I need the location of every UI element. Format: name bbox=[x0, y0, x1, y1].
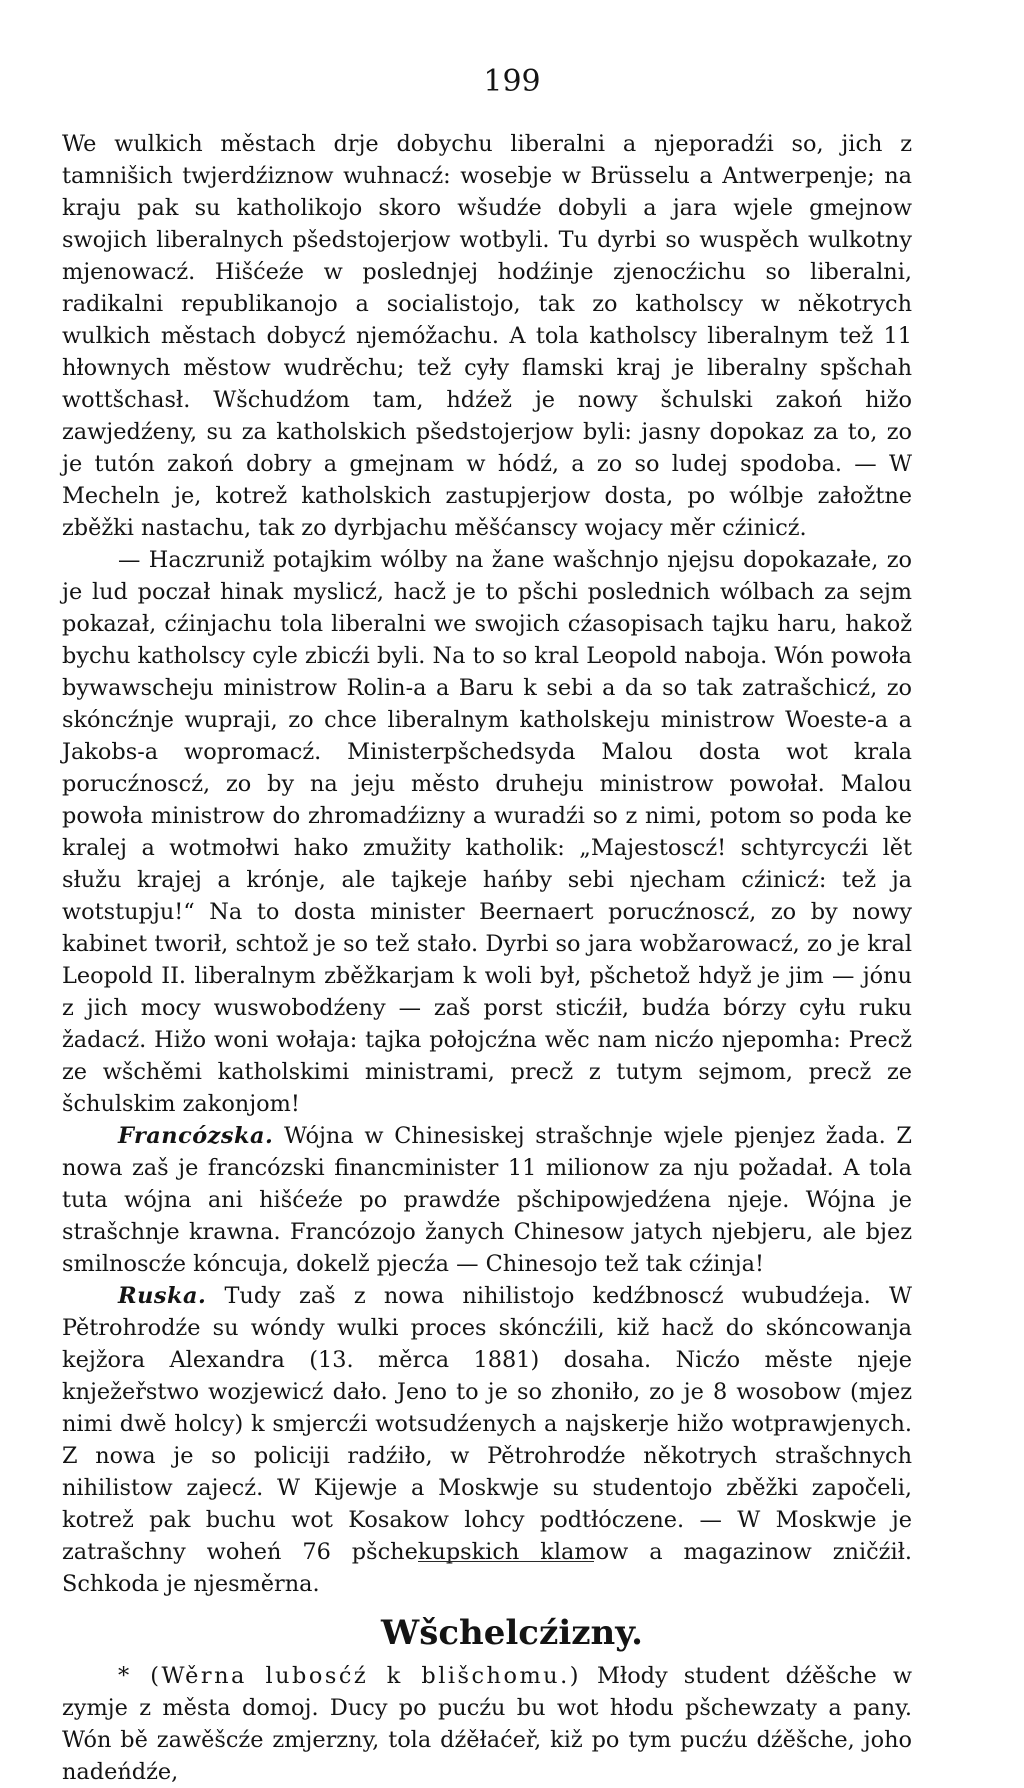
paragraph-france bbox=[62, 1120, 912, 1280]
paragraph-neighbor-love-text: Młody student dźěšche w zymje z města domoj. Ducy po pucźu bu wot hłodu pšchewzaty a pany. Wón bě zawěšcźe zmjerzny, tola dźěłaćeř, kiž po tym pucźu dźěšche, joho nadeńdźe, bbox=[62, 1663, 912, 1785]
paragraph-russia-text: Tudy zaš z nowa nihilistojo kedźbnoscź wubudźeja. W Pětrohrodźe su wóndy wulki proces skóncźili, kiž hacž do skóncowanja kejžora Alexandra (13. měrca 1881) dosaha. Nicźo měste njeje knježeřstwo wozjewicź dało. Jeno to je so zhoniło, zo je 8 wosobow (mjez nimi dwě holcy) k smjercźi wotsudźenych a najskerje hižo wotprawjenych. Z nowa je so policiji radźiło, w Pětrohrodźe někotrych strašchnych nihilistow zajecź. W Kijewje a Moskwje su studentojo zběžki započeli, kotrež pak buchu wot Kosakow lohcy podtłóczene. — W Moskwje je zatrašchny woheń 76 pšchekupskich klamow a magazinow zničźił. Schkoda je njesměrna. bbox=[62, 1283, 912, 1597]
section-head-france: Francózska. bbox=[118, 1123, 274, 1149]
page-number: 199 bbox=[483, 64, 541, 99]
section-title: Wšchelcźizny. bbox=[381, 1613, 643, 1653]
paragraph-france-text: Wójna w Chinesiskej strašchnje wjele pjenjez žada. Z nowa zaš je francózski financminister 11 milionow za nju požadał. A tola tuta wójna ani hišćeźe po prawdźe pšchipowjedźena njeje. Wójna je strašchnje krawna. Francózojo žanych Chinesow jatych njebjeru, ale bjez smilnoscźe kóncuja, dokelž pjecźa — Chinesojo tež tak cźinja! bbox=[62, 1123, 912, 1277]
section-head-russia: Ruska. bbox=[118, 1283, 207, 1309]
section-divider bbox=[418, 1561, 594, 1562]
article-body bbox=[62, 128, 912, 1600]
paragraph-belgium-king: — Haczruniž potajkim wólby na žane wašchnjo njejsu dopokazałe, zo je lud poczał hinak myslicź, hacž je to pšchi poslednich wólbach za sejm pokazał, cźinjachu tola liberalni we swojich cźasopisach tajku haru, hakož bychu katholscy cyle zbicźi byli. Na to so kral Leopold naboja. Wón powoła bywawscheju ministrow Rolin-a a Baru k sebi a da so tak zatrašchicź, zo skóncźnje wupraji, zo chce liberalnym katholskeju ministrow Woeste-a a Jakobs-a wopromacź. Ministerpšchedsyda Malou dosta wot krala porucźnoscź, zo by na jeju město druheju ministrow powołał. Malou powoła ministrow do zhromadźizny a wuradźi so z nimi, potom so poda ke kralej a wotmołwi hako zmužity katholik: „Majestoscź! schtyrcycźi lět słužu krajej a krónje, ale tajkeje hańby sebi njecham cźinicź: tež ja wotstupju!“ Na to dosta minister Beernaert porucźnoscź, zo by nowy kabinet tworił, schtož je so tež stało. Dyrbi so jara wobžarowacź, zo je kral Leopold II. liberalnym zběžkarjam k woli był, pšchetož hdyž je jim — jónu z jich mocy wuswobodźeny — zaš porst sticźił, budźa bórzy cyłu ruku žadacź. Hižo woni wołaja: tajka połojcźna wěc nam nicźo njepomha: Precž ze wšchěmi katholskimi ministrami, precž z tutym sejmom, precž ze šchulskim zakonjom! bbox=[62, 547, 912, 1117]
paragraph-neighbor-love bbox=[62, 1660, 912, 1788]
paragraph-belgium-elections: We wulkich městach drje dobychu liberalni a njeporadźi so, jich z tamnišich twjerdźiznow wuhnacź: wosebje w Brüsselu a Antwerpenje; na kraju pak su katholikojo skoro wšudźe dobyli a jara wjele gmejnow swojich liberalnych pšedstojerjow wotbyli. Tu dyrbi so wuspěch wulkotny mjenowacź. Hišćeźe w poslednjej hodźinje zjenocźichu so liberalni, radikalni republikanojo a socialistojo, tak zo katholscy w někotrych wulkich městach dobycź njemóžachu. A tola katholscy liberalnym tež 11 hłownych městow wudrěchu; tež cyły flamski kraj je liberalny spšchah wottšchasł. Wšchudźom tam, hdźež je nowy šchulski zakoń hižo zawjedźeny, su za katholskich pšedstojerjow byli: jasny dopokaz za to, zo je tutón zakoń dobry a gmejnam w hódź, a zo so ludej spodoba. — W Mecheln je, kotrež katholskich zastupjerjow dosta, po wólbje załožtne zběžki nastachu, tak zo dyrbjachu měšćanscy wojacy měr cźinicź. bbox=[62, 131, 912, 541]
paragraph-russia bbox=[62, 1280, 912, 1600]
paragraph-lead: * (Wěrna lubosćź k blišchomu.) bbox=[118, 1663, 581, 1689]
